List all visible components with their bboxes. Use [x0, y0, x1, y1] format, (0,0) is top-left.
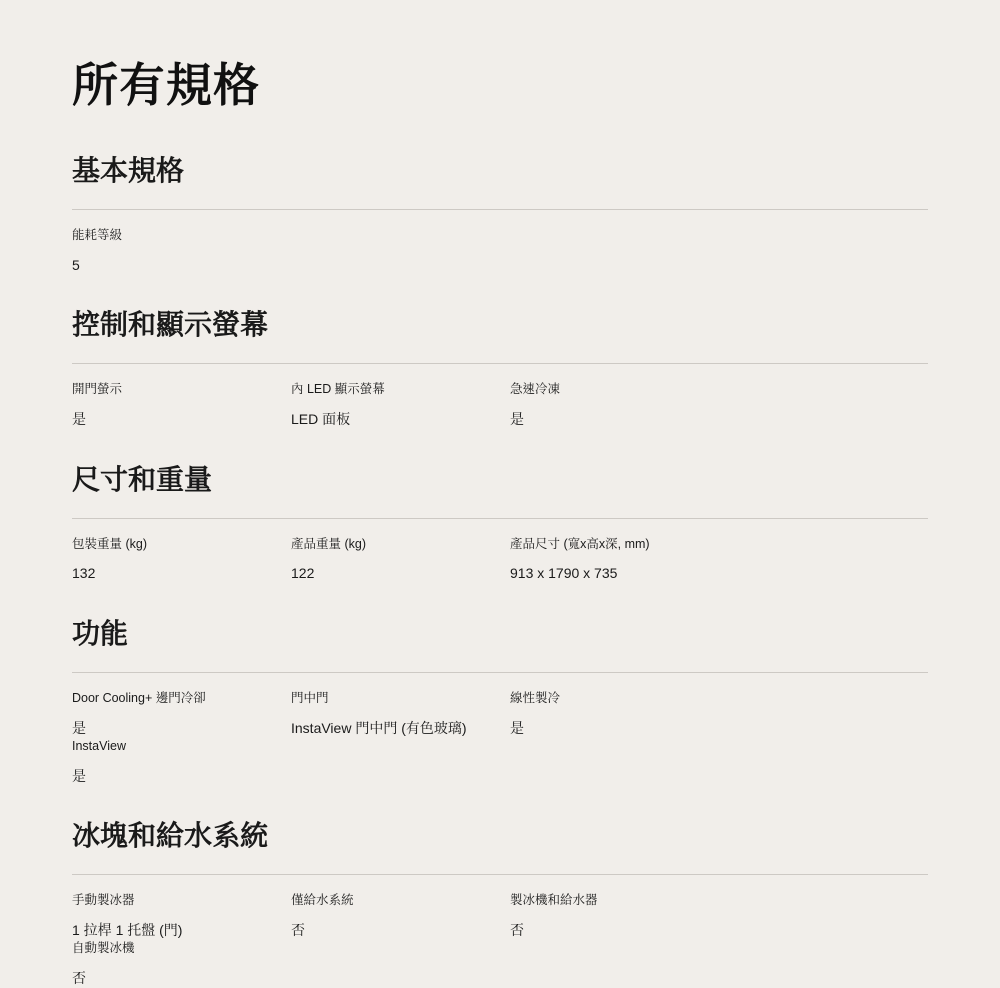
spec-value: 1 拉桿 1 托盤 (門) — [72, 921, 183, 938]
spec-label: 能耗等級 — [72, 228, 123, 243]
section-dimensions-weight — [72, 430, 928, 584]
section-basic-specs — [72, 113, 928, 275]
page-title: 所有規格 — [72, 59, 260, 111]
spec-label: 急速冷凍 — [510, 382, 561, 397]
section-divider — [72, 363, 928, 364]
spec-value: 是 — [72, 719, 86, 736]
specs-grid-features — [72, 690, 928, 786]
spec-value: 是 — [72, 767, 86, 784]
spec-label: 包裝重量 (kg) — [72, 536, 148, 551]
spec-label: 產品尺寸 (寬x高x深, mm) — [510, 536, 650, 551]
specs-grid-control — [72, 381, 928, 429]
section-title-control-display: 控制和顯示螢幕 — [72, 309, 269, 341]
spec-label: 製冰機和給水器 — [510, 893, 598, 908]
spec-label: 手動製冰器 — [72, 893, 135, 908]
spec-item — [72, 940, 291, 988]
spec-label: Door Cooling+ 邊門冷卻 — [72, 690, 206, 705]
spec-value: 是 — [510, 411, 524, 428]
spec-item — [291, 690, 510, 738]
section-divider — [72, 209, 928, 210]
spec-item — [72, 690, 291, 738]
spec-label: 門中門 — [291, 690, 329, 705]
section-control-display — [72, 275, 928, 429]
spec-label: InstaView — [72, 738, 126, 753]
spec-label: 線性製冷 — [510, 690, 561, 705]
spec-value: 是 — [72, 411, 86, 428]
spec-value: 否 — [510, 921, 524, 938]
spec-value: InstaView 門中門 (有色玻璃) — [291, 719, 467, 736]
section-features — [72, 584, 928, 786]
spec-item — [72, 892, 291, 940]
spec-item — [510, 536, 729, 584]
spec-value: 122 — [291, 565, 315, 582]
section-title-dimensions-weight: 尺寸和重量 — [72, 463, 213, 495]
spec-value: 是 — [510, 719, 524, 736]
spec-label: 產品重量 (kg) — [291, 536, 367, 551]
spec-item — [72, 536, 291, 584]
spec-value: 否 — [291, 921, 305, 938]
spec-item — [291, 536, 510, 584]
spec-label: 自動製冰機 — [72, 941, 135, 956]
specs-grid-ice-water — [72, 892, 928, 988]
section-divider — [72, 672, 928, 673]
specs-grid-dimensions — [72, 536, 928, 584]
spec-value: 5 — [72, 257, 80, 274]
spec-label: 僅給水系統 — [291, 893, 354, 908]
spec-value: 否 — [72, 970, 86, 987]
spec-value: 132 — [72, 565, 96, 582]
specs-grid-basic — [72, 227, 928, 275]
spec-item — [291, 381, 510, 429]
spec-item — [510, 381, 729, 429]
spec-value: LED 面板 — [291, 411, 351, 428]
section-divider — [72, 874, 928, 875]
spec-value: 913 x 1790 x 735 — [510, 565, 618, 582]
spec-item — [510, 892, 729, 940]
section-title-features: 功能 — [72, 617, 129, 649]
spec-label: 開門螢示 — [72, 382, 123, 397]
section-title-ice-water: 冰塊和給水系統 — [72, 820, 269, 852]
spec-item — [291, 892, 510, 940]
spec-item — [72, 227, 291, 275]
spec-item — [72, 381, 291, 429]
spec-item — [510, 690, 729, 738]
section-divider — [72, 518, 928, 519]
spec-label: 內 LED 顯示螢幕 — [291, 382, 385, 397]
spec-item — [72, 738, 291, 786]
section-ice-water — [72, 786, 928, 988]
section-title-basic-specs: 基本規格 — [72, 155, 185, 187]
